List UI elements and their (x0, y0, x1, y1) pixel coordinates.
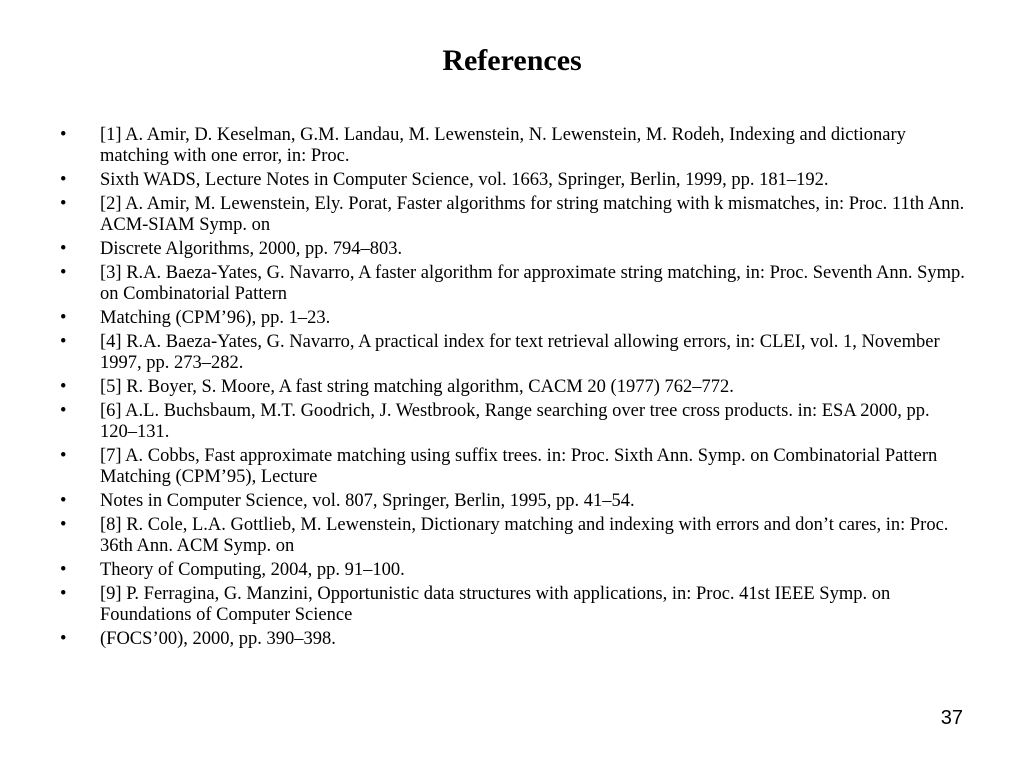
bullet-icon: • (60, 125, 67, 145)
bullet-icon: • (60, 629, 67, 649)
reference-item (60, 263, 965, 305)
reference-item (60, 194, 965, 236)
reference-item (60, 125, 965, 167)
bullet-icon: • (60, 446, 67, 466)
reference-item (60, 401, 965, 443)
bullet-icon: • (60, 332, 67, 352)
bullet-icon: • (60, 170, 67, 190)
reference-text: [8] R. Cole, L.A. Gottlieb, M. Lewenstein, Dictionary matching and indexing with errors and don’t cares, in: Proc. 36th Ann. ACM Symp. on (100, 515, 949, 556)
reference-item (60, 515, 965, 557)
reference-item (60, 377, 965, 398)
bullet-icon: • (60, 560, 67, 580)
reference-text: (FOCS’00), 2000, pp. 390–398. (100, 629, 336, 649)
reference-text: Theory of Computing, 2004, pp. 91–100. (100, 560, 405, 580)
reference-text: [5] R. Boyer, S. Moore, A fast string matching algorithm, CACM 20 (1977) 762–772. (100, 377, 734, 397)
reference-text: [1] A. Amir, D. Keselman, G.M. Landau, M. Lewenstein, N. Lewenstein, M. Rodeh, Indexing and dictionary matching with one error, in: Proc. (100, 125, 906, 166)
reference-text: [4] R.A. Baeza-Yates, G. Navarro, A practical index for text retrieval allowing errors, in: CLEI, vol. 1, November 1997, pp. 273–282. (100, 332, 940, 373)
reference-text: [6] A.L. Buchsbaum, M.T. Goodrich, J. Westbrook, Range searching over tree cross products. in: ESA 2000, pp. 120–131. (100, 401, 930, 442)
bullet-icon: • (60, 263, 67, 283)
reference-item (60, 584, 965, 626)
bullet-icon: • (60, 401, 67, 421)
bullet-icon: • (60, 515, 67, 535)
reference-item (60, 239, 965, 260)
reference-item (60, 332, 965, 374)
bullet-icon: • (60, 308, 67, 328)
reference-text: [9] P. Ferragina, G. Manzini, Opportunistic data structures with applications, in: Proc. 41st IEEE Symp. on Foundations of Computer Science (100, 584, 891, 625)
reference-text: Notes in Computer Science, vol. 807, Springer, Berlin, 1995, pp. 41–54. (100, 491, 635, 511)
reference-text: [7] A. Cobbs, Fast approximate matching using suffix trees. in: Proc. Sixth Ann. Symp. on Combinatorial Pattern Matching (CPM’95), Lecture (100, 446, 938, 487)
reference-text: Sixth WADS, Lecture Notes in Computer Science, vol. 1663, Springer, Berlin, 1999, pp. 181–192. (100, 170, 829, 190)
slide-title: References (442, 44, 582, 77)
reference-item (60, 308, 965, 329)
reference-item (60, 560, 965, 581)
reference-item (60, 629, 965, 650)
bullet-icon: • (60, 584, 67, 604)
reference-item (60, 491, 965, 512)
page-number: 37 (940, 707, 963, 729)
bullet-icon: • (60, 239, 67, 259)
reference-item (60, 446, 965, 488)
reference-text: [3] R.A. Baeza-Yates, G. Navarro, A faster algorithm for approximate string matching, in: Proc. Seventh Ann. Symp. on Combinatorial Pattern (100, 263, 965, 304)
bullet-icon: • (60, 491, 67, 511)
bullet-icon: • (60, 194, 67, 214)
reference-text: [2] A. Amir, M. Lewenstein, Ely. Porat, Faster algorithms for string matching with k mismatches, in: Proc. 11th Ann. ACM-SIAM Symp. on (100, 194, 965, 235)
reference-text: Discrete Algorithms, 2000, pp. 794–803. (100, 239, 403, 259)
reference-text: Matching (CPM’96), pp. 1–23. (100, 308, 331, 328)
bullet-icon: • (60, 377, 67, 397)
references-list (60, 125, 965, 653)
reference-item (60, 170, 965, 191)
